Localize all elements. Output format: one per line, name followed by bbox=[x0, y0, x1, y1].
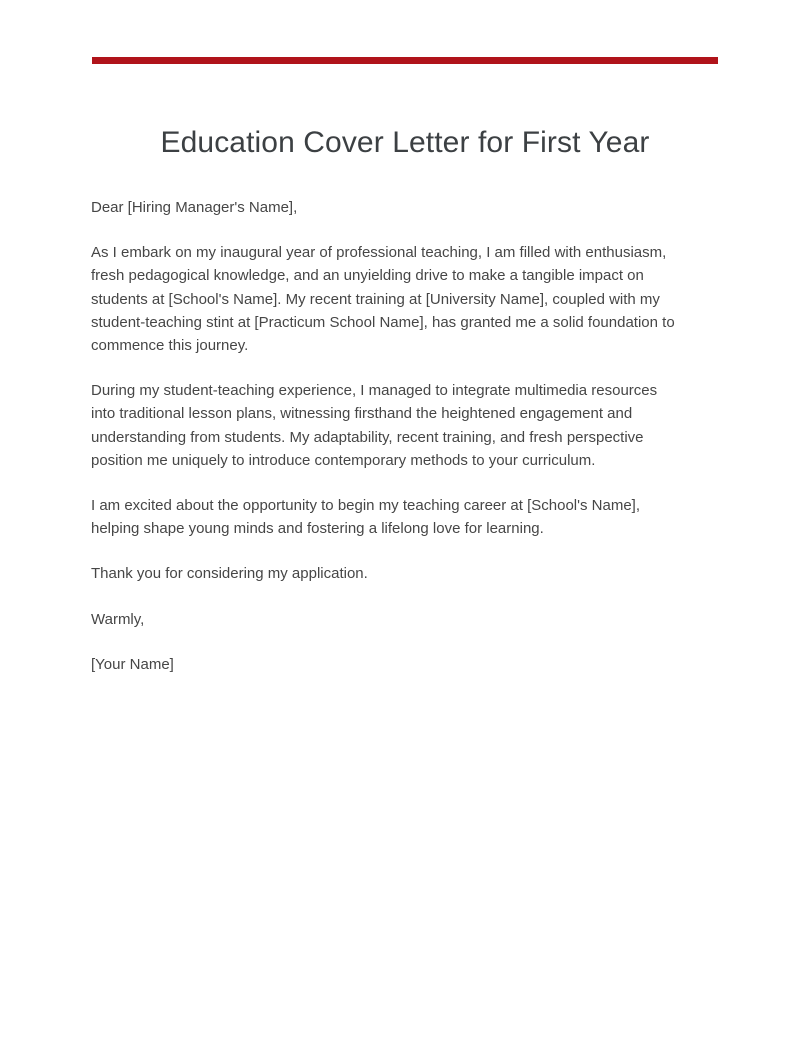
header-accent-bar bbox=[92, 57, 718, 64]
body-paragraph-2: During my student-teaching experience, I managed to integrate multimedia resources into traditional lesson plans, witnessing firsthand the heightened engagement and understanding from students. My adaptability, recent training, and fresh perspective position me uniquely to introduce contemporary methods to your curriculum. bbox=[91, 382, 658, 469]
letter-body bbox=[91, 196, 683, 676]
salutation-paragraph: Dear [Hiring Manager's Name], bbox=[91, 199, 298, 216]
sign-off-paragraph: Warmly, bbox=[91, 610, 145, 628]
closing-thanks-paragraph: Thank you for considering my application. bbox=[91, 565, 368, 583]
body-paragraph-1: As I embark on my inaugural year of professional teaching, I am filled with enthusiasm, fresh pedagogical knowledge, and an unyielding drive to make a tangible impact on students at [School's Name]. My recent training at [University Name], coupled with my student-teaching stint at [Practicum School Name], has granted me a solid foundation to commence this journey. bbox=[91, 244, 675, 355]
body-paragraph-3: I am excited about the opportunity to begin my teaching career at [School's Name], helping shape young minds and fostering a lifelong love for learning. bbox=[91, 497, 641, 538]
page-title: Education Cover Letter for First Year bbox=[160, 126, 650, 160]
signature-paragraph: [Your Name] bbox=[91, 655, 174, 673]
